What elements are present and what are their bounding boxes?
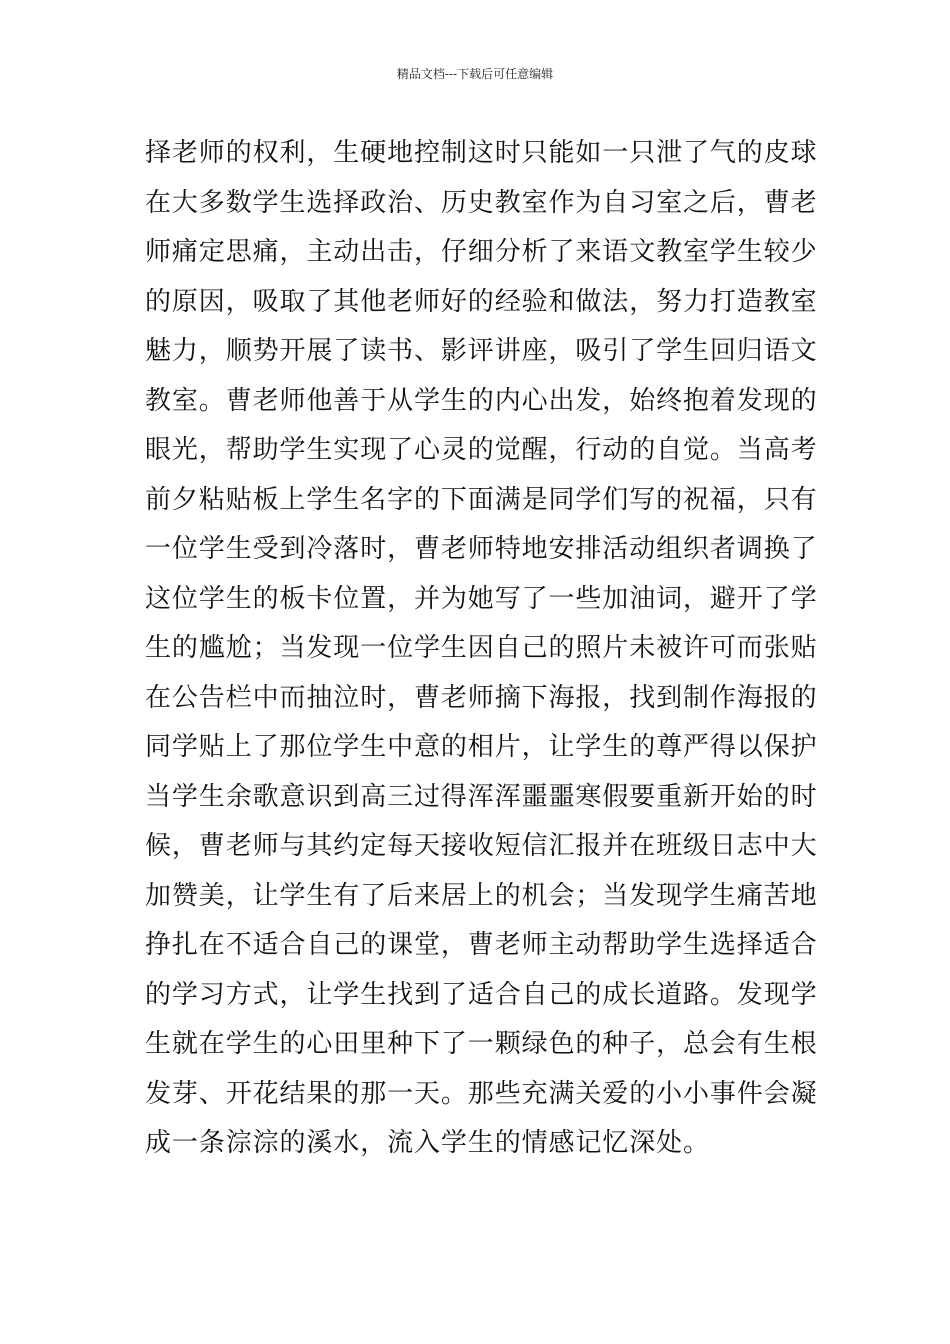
text-line: 发芽、开花结果的那一天。那些充满关爱的小小事件会凝 [145, 1078, 818, 1109]
text-line: 挣扎在不适合自己的课堂，曹老师主动帮助学生选择适合 [145, 930, 818, 960]
body-text [145, 129, 818, 1169]
text-line: 前夕粘贴板上学生名字的下面满是同学们写的祝福，只有 [145, 484, 818, 515]
text-line: 同学贴上了那位学生中意的相片，让学生的尊严得以保护 [145, 732, 818, 762]
text-line: 在公告栏中而抽泣时，曹老师摘下海报，找到制作海报的 [145, 682, 818, 713]
text-line: 的学习方式，让学生找到了适合自己的成长道路。发现学 [145, 979, 818, 1010]
page-header: 精品文档---下载后可任意编辑 [396, 67, 554, 81]
text-line: 师痛定思痛，主动出击，仔细分析了来语文教室学生较少 [145, 237, 818, 267]
text-line: 在大多数学生选择政治、历史教室作为自习室之后，曹老 [145, 187, 818, 218]
text-line: 生的尴尬；当发现一位学生因自己的照片未被许可而张贴 [145, 633, 818, 663]
text-line: 成一条淙淙的溪水，流入学生的情感记忆深处。 [145, 1128, 710, 1158]
text-line: 一位学生受到冷落时，曹老师特地安排活动组织者调换了 [145, 534, 818, 564]
text-line: 候，曹老师与其约定每天接收短信汇报并在班级日志中大 [145, 831, 818, 861]
text-line: 加赞美，让学生有了后来居上的机会；当发现学生痛苦地 [145, 880, 818, 911]
text-line: 魅力，顺势开展了读书、影评讲座，吸引了学生回归语文 [145, 336, 818, 366]
text-line: 当学生余歌意识到高三过得浑浑噩噩寒假要重新开始的时 [145, 781, 818, 812]
text-line: 这位学生的板卡位置，并为她写了一些加油词，避开了学 [145, 583, 818, 614]
text-line: 择老师的权利，生硬地控制这时只能如一只泄了气的皮球 [145, 138, 818, 168]
text-line: 生就在学生的心田里种下了一颗绿色的种子，总会有生根 [145, 1029, 818, 1059]
text-line: 眼光，帮助学生实现了心灵的觉醒，行动的自觉。当高考 [145, 435, 818, 465]
text-line: 教室。曹老师他善于从学生的内心出发，始终抱着发现的 [145, 385, 818, 416]
text-line: 的原因，吸取了其他老师好的经验和做法，努力打造教室 [145, 286, 818, 317]
